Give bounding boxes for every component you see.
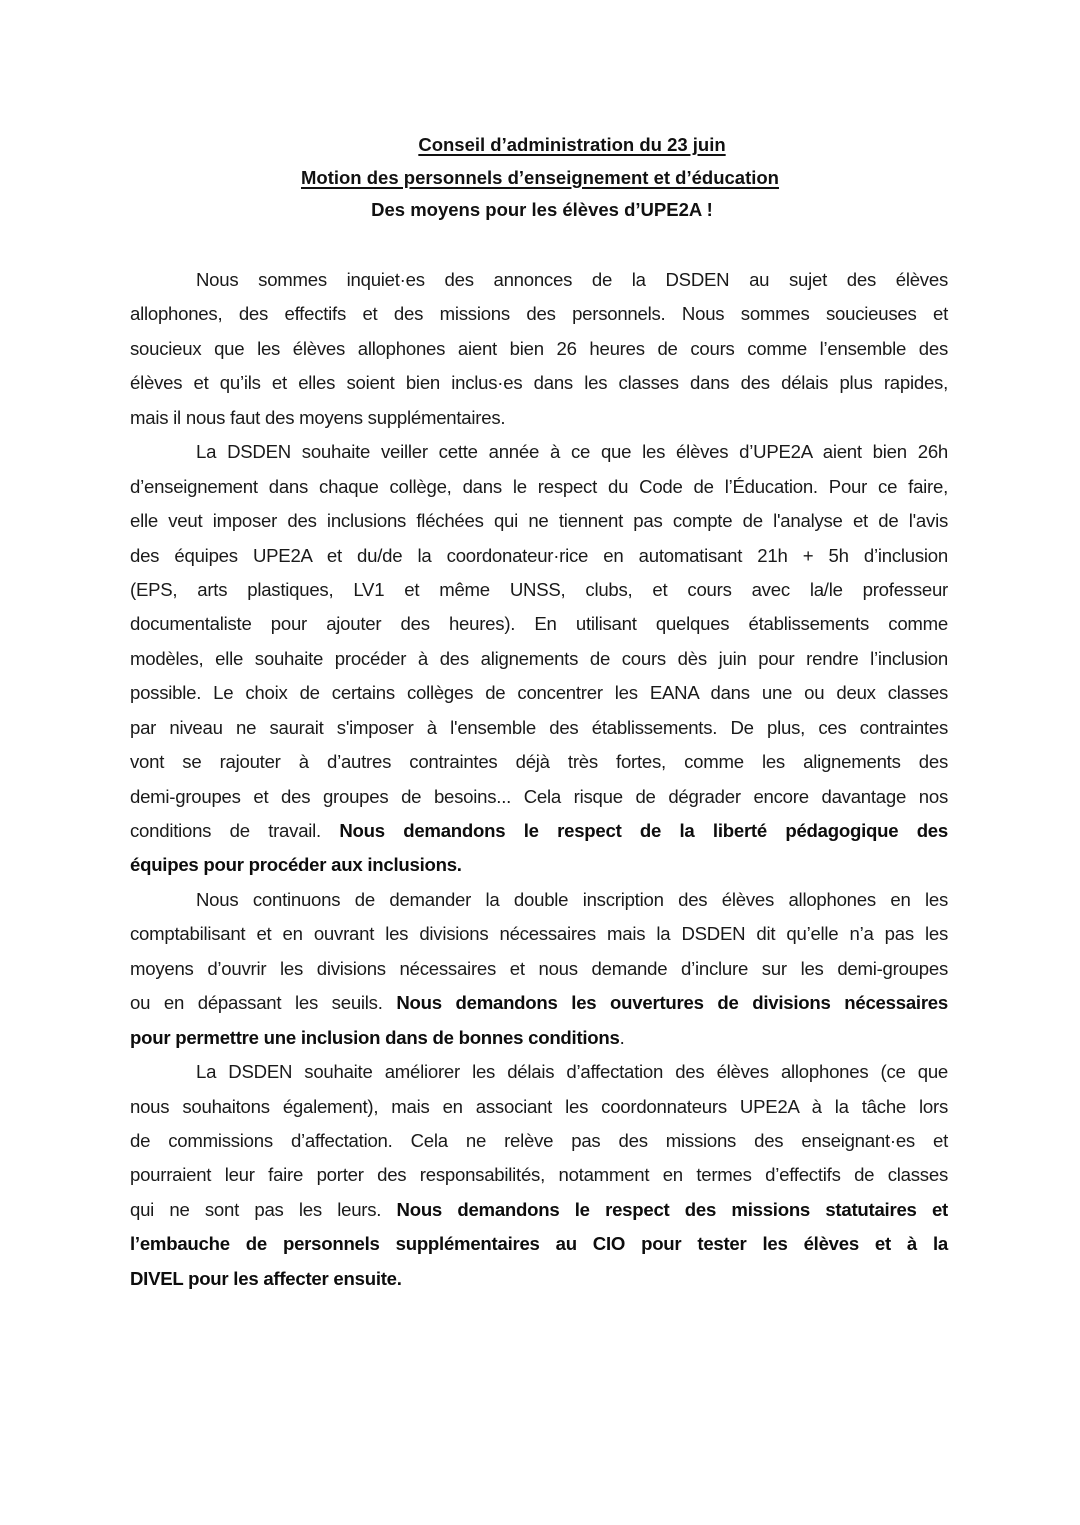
text-line: [130, 435, 948, 469]
bold-demand-text: pour permettre une inclusion dans de bonnes conditions: [130, 1026, 620, 1048]
text-line: [130, 642, 948, 676]
text-segment: pourraient leur faire porter des responsabilités, notamment en termes d’effectifs de classes: [130, 1164, 948, 1186]
text-segment: La DSDEN souhaite veiller cette année à ce que les élèves d’UPE2A aient bien 26h: [196, 441, 948, 463]
bold-demand-text: Nous demandons le respect de la liberté pédagogique des: [339, 820, 948, 841]
text-line: [130, 470, 948, 504]
text-line: [130, 1193, 948, 1227]
text-segment: elle veut imposer des inclusions fléchées qui ne tiennent pas compte de l'analyse et de l'avis: [130, 510, 948, 532]
text-line: [130, 1158, 948, 1192]
text-line: [130, 1090, 948, 1124]
text-line: [130, 1227, 948, 1261]
document-header: [0, 129, 1080, 227]
document-body: [130, 263, 948, 1296]
text-segment: (EPS, arts plastiques, LV1 et même UNSS, clubs, et cours avec la/le professeur: [130, 578, 948, 600]
text-segment: mais il nous faut des moyens supplémentaires.: [130, 406, 506, 428]
text-line: [130, 1055, 948, 1089]
motion-subtitle-text: Des moyens pour les élèves d’UPE2A !: [371, 199, 713, 220]
text-line: [130, 814, 948, 848]
meeting-title-text: Conseil d’administration du 23 juin: [418, 134, 726, 155]
text-line: [130, 332, 948, 366]
text-line: [130, 297, 948, 331]
text-segment: demi-groupes et des groupes de besoins... Cela risque de dégrader encore davantage nos: [130, 785, 948, 807]
text-line: [130, 1262, 948, 1296]
text-line: [130, 607, 948, 641]
text-line: [130, 539, 948, 573]
paragraph: [130, 1055, 948, 1296]
text-segment: possible. Le choix de certains collèges de concentrer les EANA dans une ou deux classes: [130, 682, 948, 704]
text-line: [130, 676, 948, 710]
text-segment: Nous sommes inquiet·es des annonces de la DSDEN au sujet des élèves: [196, 269, 948, 290]
motion-title-text: Motion des personnels d’enseignement et d’éducation: [301, 166, 779, 188]
paragraph: [130, 263, 948, 435]
text-segment: soucieux que les élèves allophones aient bien 26 heures de cours comme l’ensemble des: [130, 337, 948, 359]
text-segment: .: [619, 1026, 625, 1048]
paragraph: [130, 883, 948, 1055]
text-segment: ou en dépassant les seuils.: [130, 992, 397, 1014]
text-line: [130, 917, 948, 951]
text-line: [130, 780, 948, 814]
text-line: [130, 1124, 948, 1158]
bold-demand-text: Nous demandons les ouvertures de divisions nécessaires: [396, 992, 948, 1014]
text-line: [130, 1021, 948, 1055]
text-segment: nous souhaitons également), mais en associant les coordonnateurs UPE2A à la tâche lors: [130, 1095, 948, 1117]
text-segment: par niveau ne saurait s'imposer à l'ensemble des établissements. De plus, ces contraintes: [130, 716, 948, 738]
meeting-title: [0, 129, 1080, 162]
bold-demand-text: l’embauche de personnels supplémentaires au CIO pour tester les élèves et à la: [130, 1233, 948, 1255]
text-line: [130, 366, 948, 400]
motion-title: [0, 162, 1080, 195]
bold-demand-text: équipes pour procéder aux inclusions.: [130, 854, 462, 876]
text-line: [130, 952, 948, 986]
bold-demand-text: DIVEL pour les affecter ensuite.: [130, 1267, 402, 1289]
motion-subtitle: [0, 194, 1080, 227]
text-line: [130, 986, 948, 1020]
text-line: [130, 883, 948, 917]
text-segment: conditions de travail.: [130, 820, 340, 841]
text-segment: qui ne sont pas les leurs.: [130, 1198, 397, 1220]
text-segment: comptabilisant et en ouvrant les divisions nécessaires mais la DSDEN dit qu’elle n’a pas les: [130, 923, 948, 945]
text-segment: élèves et qu’ils et elles soient bien inclus·es dans les classes dans des délais plus rapides,: [130, 372, 948, 394]
text-line: [130, 573, 948, 607]
text-segment: des équipes UPE2A et du/de la coordonateur·rice en automatisant 21h + 5h d’inclusion: [130, 544, 948, 566]
text-segment: Nous continuons de demander la double inscription des élèves allophones en les: [196, 888, 948, 910]
text-segment: vont se rajouter à d’autres contraintes déjà très fortes, comme les alignements des: [130, 751, 948, 773]
text-segment: allophones, des effectifs et des missions des personnels. Nous sommes soucieuses et: [130, 303, 948, 325]
text-segment: documentaliste pour ajouter des heures). En utilisant quelques établissements comme: [130, 613, 948, 635]
text-segment: d’enseignement dans chaque collège, dans le respect du Code de l’Éducation. Pour ce faire,: [130, 475, 948, 497]
text-segment: modèles, elle souhaite procéder à des alignements de cours dès juin pour rendre l’inclusion: [130, 647, 948, 669]
text-segment: de commissions d’affectation. Cela ne relève pas des missions des enseignant·es et: [130, 1129, 948, 1151]
bold-demand-text: Nous demandons le respect des missions statutaires et: [396, 1198, 948, 1220]
text-line: [130, 848, 948, 882]
text-line: [130, 401, 948, 435]
text-line: [130, 711, 948, 745]
text-line: [130, 745, 948, 779]
paragraph: [130, 435, 948, 883]
text-line: [130, 263, 948, 297]
text-segment: La DSDEN souhaite améliorer les délais d’affectation des élèves allophones (ce que: [196, 1061, 948, 1083]
text-segment: moyens d’ouvrir les divisions nécessaires et nous demande d’inclure sur les demi-groupes: [130, 957, 948, 979]
text-line: [130, 504, 948, 538]
